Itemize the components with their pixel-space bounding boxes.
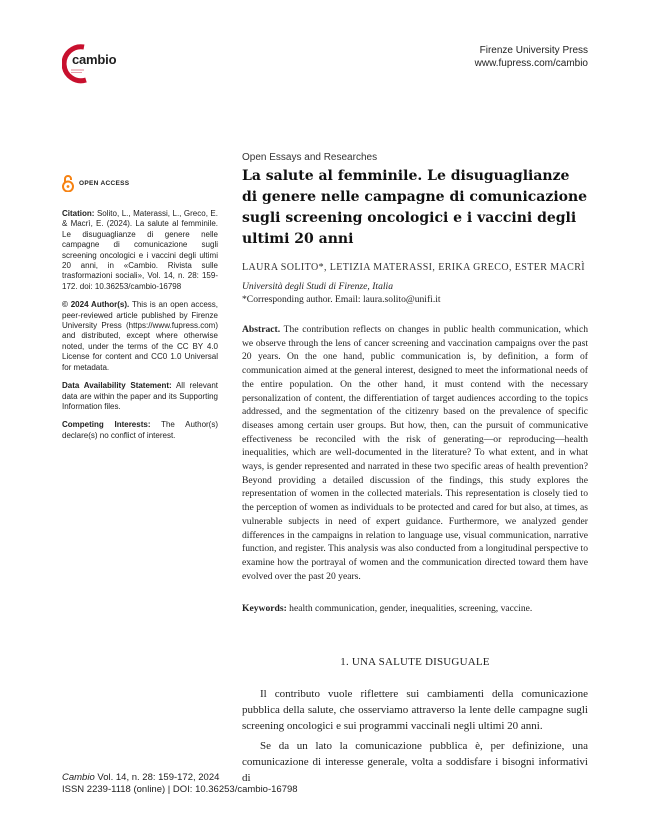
keywords-text: health communication, gender, inequalities, screening, vaccine. <box>289 603 533 614</box>
affiliation-block <box>242 281 588 306</box>
data-availability-text: All relevant data are within the paper and its Supporting Information files. <box>62 381 218 411</box>
copyright-text: This is an open access, peer-reviewed article published by Firenze University Press (https://www.fupress.com) and distributed, except where otherwise noted, under the terms of the CC BY 4.0 License for content and CC0 1.0 Universal for metadata. <box>62 300 218 372</box>
abstract <box>242 323 588 583</box>
corresponding-author: *Corresponding author. Email: laura.solito@unifi.it <box>242 293 441 305</box>
article-authors: LAURA SOLITO*, LETIZIA MATERASSI, ERIKA GRECO, ESTER MACRÌ <box>242 262 586 273</box>
publisher-name: Firenze University Press <box>479 45 588 56</box>
section-label: Open Essays and Researches <box>242 152 378 163</box>
copyright-label: © 2024 Author(s). <box>62 300 130 310</box>
body-paragraph: Se da un lato la comunicazione pubblica è, per definizione, una comunicazione di interesse generale, volta a soddisfare i bisogni informativi di <box>242 740 588 784</box>
competing-interests-block <box>62 420 218 441</box>
abstract-label: Abstract. <box>242 324 281 335</box>
competing-interests-label: Competing Interests: <box>62 420 151 430</box>
journal-logo <box>62 44 122 84</box>
article-sidebar <box>62 209 218 449</box>
section-heading: 1. UNA SALUTE DISUGUALE <box>340 656 490 668</box>
publisher-url[interactable]: www.fupress.com/cambio <box>474 58 588 69</box>
footer-issn: ISSN 2239-1118 (online) | DOI: 10.36253/cambio-16798 <box>62 784 298 795</box>
open-access-lock-icon <box>62 174 74 192</box>
citation-label: Citation: <box>62 209 95 218</box>
keywords <box>242 602 588 615</box>
article-title: La salute al femminile. Le disuguaglianze di genere nelle campagne di comunicazione sugli screening oncologici e i vaccini degli ultimi 20 anni <box>242 168 588 247</box>
body-paragraph: Il contributo vuole riflettere sui cambiamenti della comunicazione pubblica della salute, che osserviamo attraverso la lente delle campagne sugli screening oncologici e sui programmi vaccinali negli ultimi 20 anni. <box>242 688 588 732</box>
open-access-label: OPEN ACCESS <box>79 179 130 187</box>
data-availability-block <box>62 381 218 412</box>
competing-interests-text: The Author(s) declare(s) no conflict of interest. <box>62 420 219 440</box>
publisher-block <box>475 44 588 70</box>
footer-journal-name: Cambio <box>62 772 95 783</box>
footer-volume: Vol. 14, n. 28: 159-172, 2024 <box>97 772 220 783</box>
data-availability-label: Data Availability Statement: <box>62 381 172 391</box>
affiliation: Università degli Studi di Firenze, Italia <box>242 281 393 292</box>
copyright-block <box>62 300 218 373</box>
footer-journal-line <box>62 772 298 784</box>
keywords-label: Keywords: <box>242 603 287 614</box>
open-access-badge <box>62 173 129 193</box>
citation-text: Solito, L., Materassi, L., Greco, E. & Macrì, E. (2024). La salute al femminile. Le disuguaglianze di genere nelle campagne di comunicazione sugli screening oncologici e i vaccini degli ultimi 20 anni, in «Cambio. Rivista sulle trasformazioni sociali», Vol. 14, n. 28: 159-172. doi: 10.36253/cambio-16798 <box>62 209 218 291</box>
page-footer <box>62 772 298 796</box>
abstract-text: The contribution reflects on changes in public health communication, which we observe through the lens of cancer screening and vaccination campaigns over the past 20 years. On the one hand, public communication is, by definition, a form of communication aimed at the general interest, designed to meet the informational needs of the entire population. On the other hand, it must contend with the necessary personalization of content, the differentiation of target audiences according to the topics addressed, and the segmentation of the citizenry based on the prevalence of specific diseases among certain user groups. But how, then, can the pursuit of communicative effectiveness be reconciled with the risk of generating—or reproducing—health inequalities, which are well-documented in the literature? To what extent, and in what ways, is gender represented and narrated in these two specific areas of health prevention? Beyond providing a detailed discussion of the findings, this study explores the representation of women in the collected materials. This representation is closely tied to the perception of women as individuals to be protected and cared for but also, at times, as vulnerable subjects in need of expert guidance. Furthermore, we analyzed gender differences in the campaigns in relation to language use, visual communication, narrative function, and register. This analysis was also conducted from a longitudinal perspective to examine how the portrayal of women and the communication directed toward them have evolved over the past 20 years. <box>242 324 588 582</box>
citation-block <box>62 209 218 292</box>
journal-logo-text: cambio <box>72 52 117 67</box>
